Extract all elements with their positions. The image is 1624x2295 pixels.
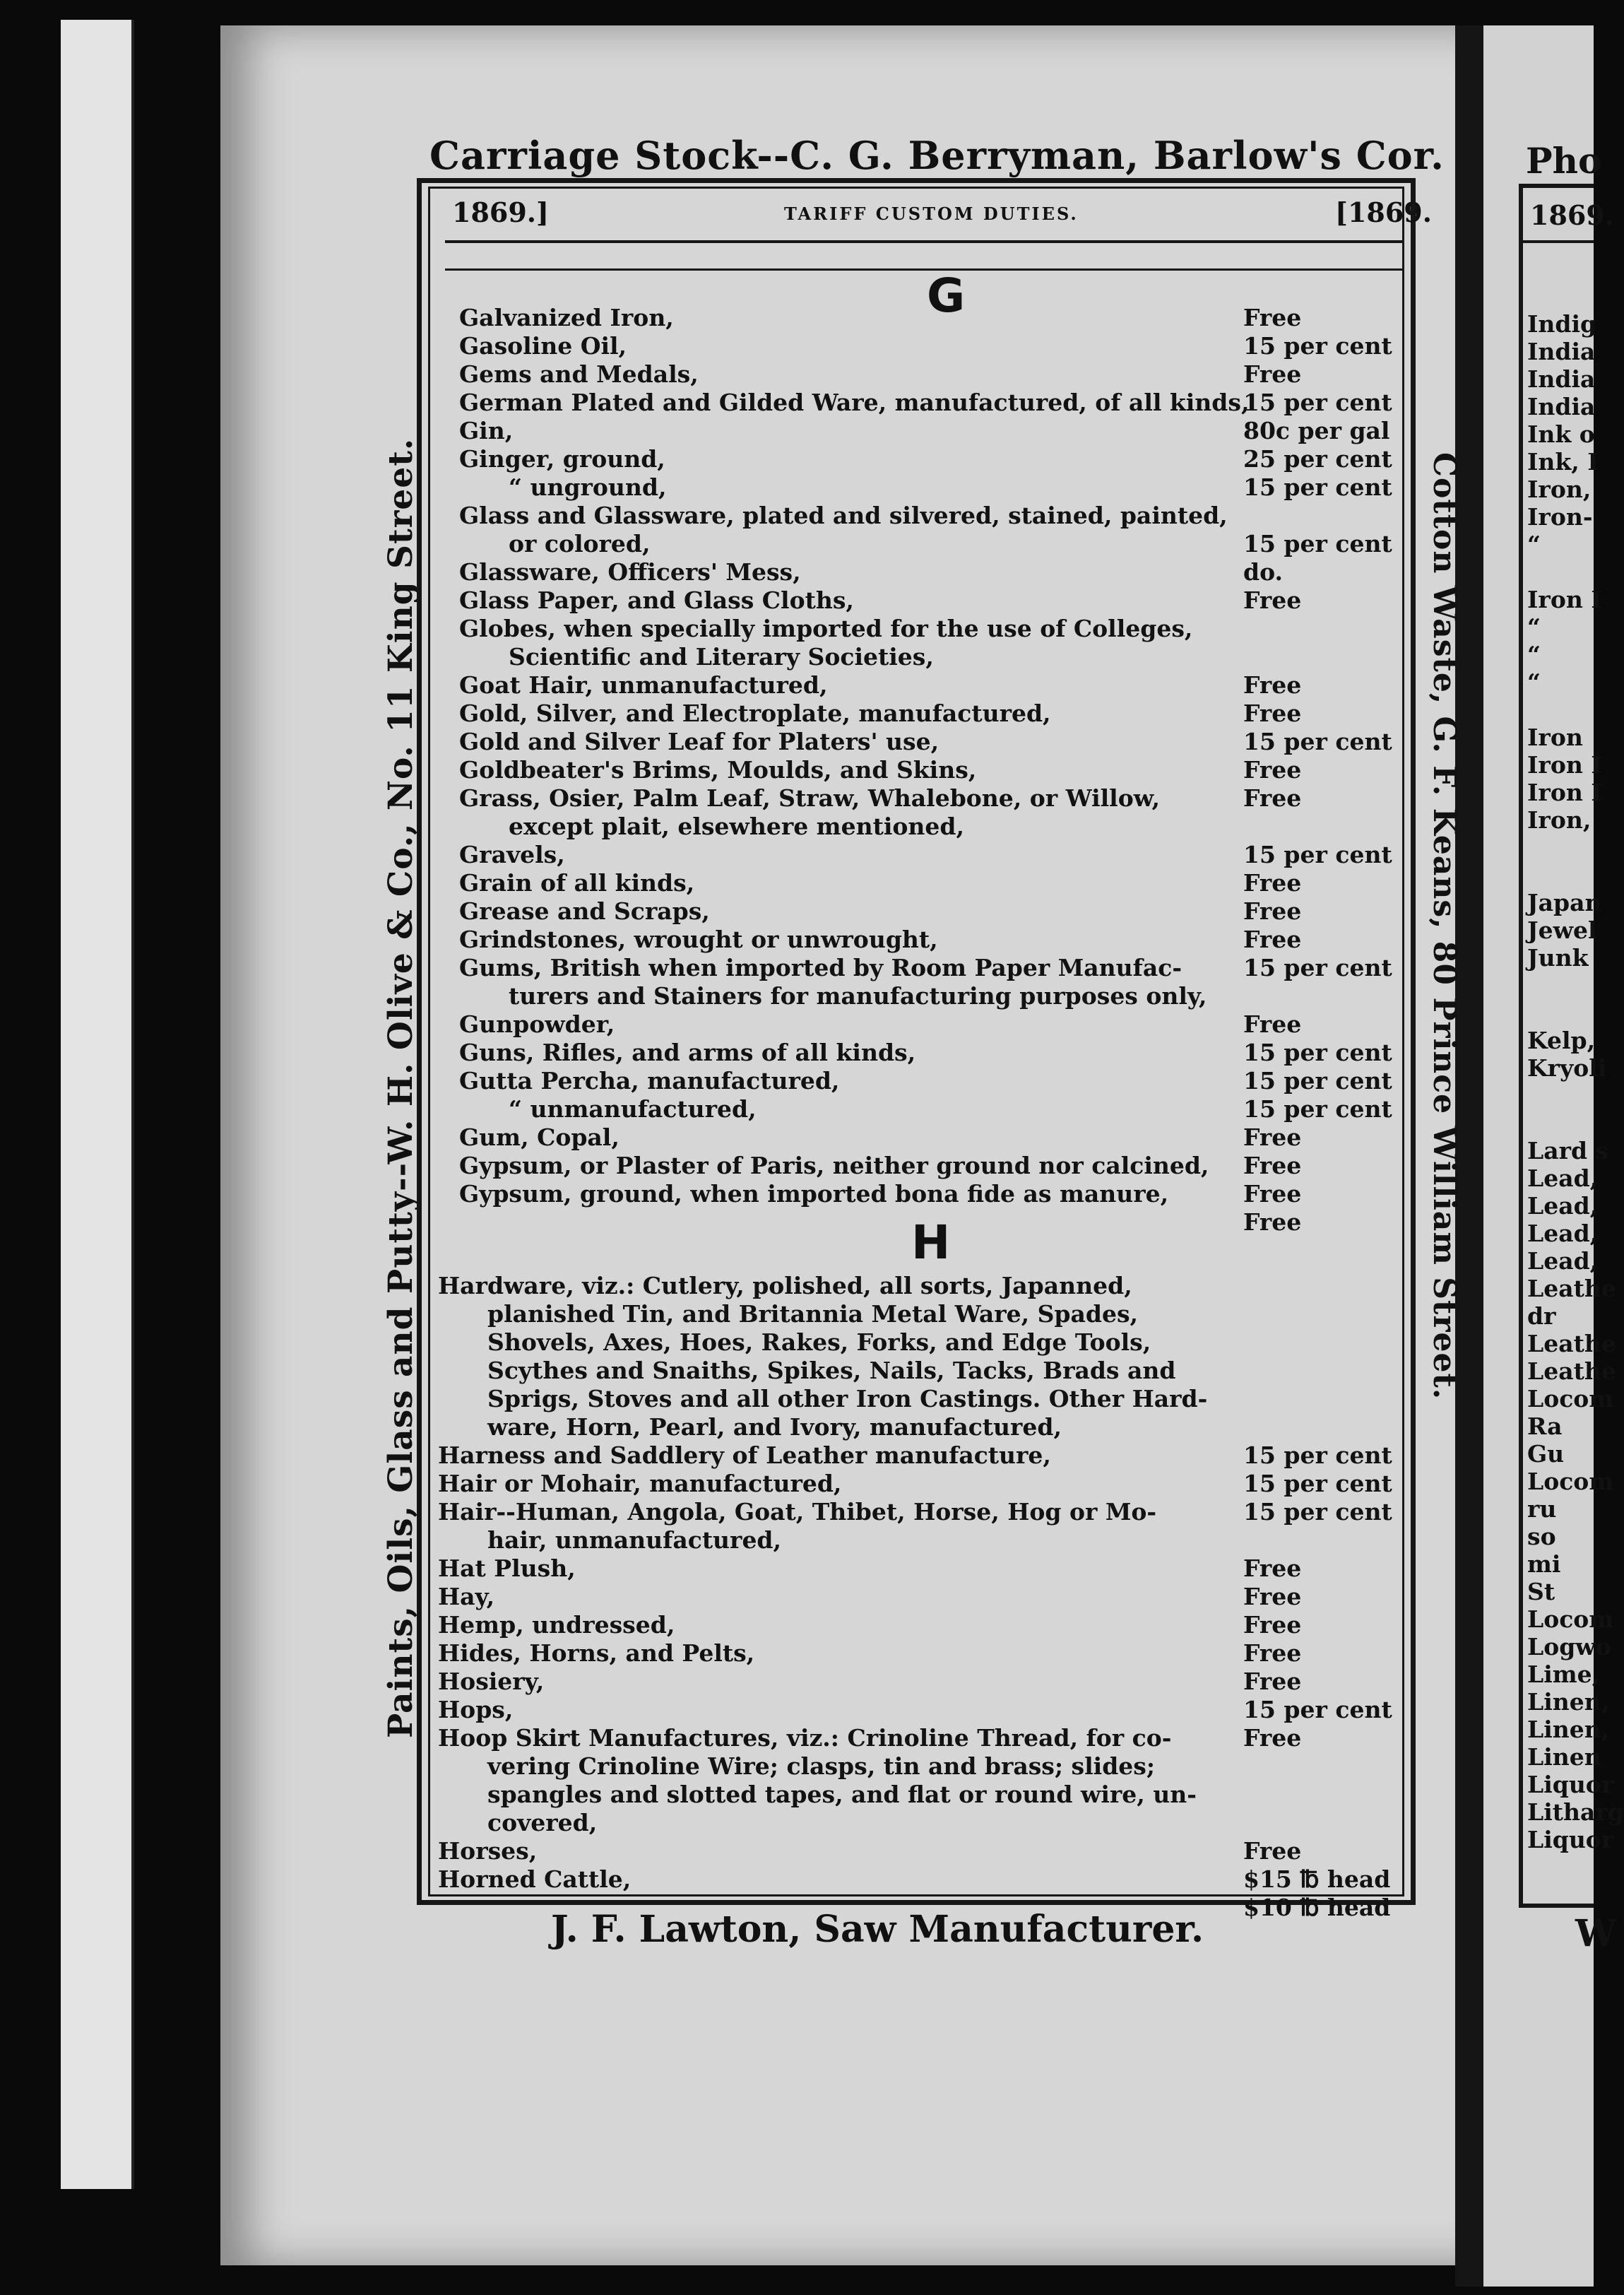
item-name: or colored, (509, 530, 651, 557)
tariff-row (0, 1495, 1594, 1526)
item-name: except plait, elsewhere mentioned, (509, 813, 964, 840)
item-name: Grass, Osier, Palm Leaf, Straw, Whalebone, or Willow, (459, 784, 1160, 812)
item-name: Hemp, undressed, (438, 1611, 675, 1639)
tariff-row (0, 1385, 1594, 1413)
item-duty: Free (1243, 1837, 1302, 1865)
facing-line: India (1527, 365, 1596, 393)
tariff-row (0, 1152, 1594, 1180)
item-name: covered, (487, 1809, 598, 1836)
facing-year: 1869. (1530, 199, 1614, 231)
tariff-row (0, 558, 1594, 586)
item-duty: 15 per cent (1243, 1470, 1392, 1497)
facing-line: Locom (1527, 1605, 1614, 1633)
tariff-row (0, 417, 1594, 445)
right-side-advertisement: Cotton Waste, G. F. Keans, 80 Prince William Street. (1426, 452, 1462, 1400)
tariff-row (0, 982, 1594, 1010)
tariff-row (0, 360, 1594, 389)
tariff-row (0, 586, 1594, 615)
facing-line: ru (1527, 1495, 1557, 1523)
section-letter-h: H (911, 1215, 951, 1270)
item-duty: Free (1243, 1123, 1302, 1151)
item-duty: 15 per cent (1243, 332, 1392, 360)
item-duty: Free (1243, 586, 1302, 614)
facing-line: Liquor (1527, 1771, 1614, 1798)
tariff-row (0, 756, 1594, 784)
item-name: Hides, Horns, and Pelts, (438, 1639, 755, 1667)
tariff-row (0, 1357, 1594, 1385)
item-name: Hat Plush, (438, 1554, 576, 1582)
facing-line: so (1527, 1523, 1556, 1550)
item-name: Hardware, viz.: Cutlery, polished, all sorts, Japanned, (438, 1272, 1132, 1299)
tariff-row (0, 332, 1594, 360)
tariff-row (0, 1123, 1594, 1152)
item-duty: Free (1243, 784, 1302, 812)
item-name: Glass and Glassware, plated and silvered, stained, painted, (459, 502, 1228, 529)
facing-footer: W (1575, 1912, 1617, 1955)
item-name: vering Crinoline Wire; clasps, tin and brass; slides; (487, 1752, 1156, 1780)
tariff-row (0, 1272, 1594, 1300)
year-left: 1869.] (452, 196, 549, 228)
tariff-row (0, 700, 1594, 728)
tariff-row (0, 1554, 1594, 1583)
item-duty: 15 per cent (1243, 1095, 1392, 1123)
tariff-row (0, 1865, 1594, 1894)
left-side-advertisement: Paints, Oils, Glass and Putty--W. H. Olive & Co., No. 11 King Street. (381, 437, 420, 1738)
tariff-row (0, 841, 1594, 869)
tariff-row (0, 1300, 1594, 1328)
item-duty: 15 per cent (1243, 1039, 1392, 1066)
item-duty: Free (1243, 756, 1302, 784)
tariff-row (0, 1724, 1594, 1752)
head-rule (445, 240, 1404, 243)
facing-line: Liquor (1527, 1826, 1614, 1853)
item-duty: 15 per cent (1243, 389, 1392, 416)
facing-line: mi (1527, 1550, 1561, 1578)
item-name: Gems and Medals, (459, 360, 699, 388)
tariff-row (0, 1668, 1594, 1696)
year-right: [1869. (1335, 196, 1432, 228)
tariff-row (0, 1039, 1594, 1067)
item-duty: Free (1243, 897, 1302, 925)
item-name: Glassware, Officers' Mess, (459, 558, 801, 586)
item-duty: Free (1243, 1724, 1302, 1752)
tariff-row (0, 1208, 1594, 1237)
item-name: Horses, (438, 1837, 538, 1865)
item-duty: Free (1243, 700, 1302, 727)
item-name: Globes, when specially imported for the use of Colleges, (459, 615, 1193, 642)
facing-line: Ink, I (1527, 448, 1599, 476)
tariff-row (0, 502, 1594, 530)
facing-header: Pho (1526, 140, 1602, 182)
item-name: Grindstones, wrought or unwrought, (459, 926, 938, 953)
facing-line: India (1527, 393, 1596, 420)
footer-advertisement: J. F. Lawton, Saw Manufacturer. (551, 1908, 1204, 1951)
item-duty: Free (1243, 671, 1302, 699)
item-duty: Free (1243, 1639, 1302, 1667)
item-name: Galvanized Iron, (459, 304, 674, 331)
item-name: Hair or Mohair, manufactured, (438, 1470, 842, 1497)
item-name: Scientific and Literary Societies, (509, 643, 934, 671)
tariff-row (0, 784, 1594, 813)
tariff-row (0, 813, 1594, 841)
item-name: Gypsum, or Plaster of Paris, neither ground nor calcined, (459, 1152, 1209, 1179)
facing-line: Iron I (1527, 751, 1602, 779)
facing-line: Indig (1527, 310, 1597, 338)
item-name: hair, unmanufactured, (487, 1526, 781, 1554)
facing-line: “ (1527, 531, 1541, 558)
item-duty: 25 per cent (1243, 445, 1392, 473)
item-duty: 15 per cent (1243, 1696, 1392, 1723)
facing-line: Lead, (1527, 1247, 1599, 1275)
item-duty: 15 per cent (1243, 473, 1392, 501)
item-name: Harness and Saddlery of Leather manufacture, (438, 1441, 1051, 1469)
item-duty: Free (1243, 1010, 1302, 1038)
tariff-row (0, 1696, 1594, 1724)
facing-line: Iron (1527, 724, 1583, 751)
item-duty: 15 per cent (1243, 728, 1392, 755)
tariff-row (0, 728, 1594, 756)
item-name: “ unground, (509, 473, 667, 501)
item-duty: Free (1243, 1208, 1302, 1236)
tariff-row (0, 473, 1594, 502)
tariff-row (0, 304, 1594, 332)
item-duty: 15 per cent (1243, 841, 1392, 868)
item-name: Ginger, ground, (459, 445, 665, 473)
item-name: Hops, (438, 1696, 514, 1723)
item-name: Gin, (459, 417, 514, 444)
item-name: Shovels, Axes, Hoes, Rakes, Forks, and Edge Tools, (487, 1328, 1151, 1356)
facing-line: St (1527, 1578, 1555, 1605)
tariff-row (0, 530, 1594, 558)
tariff-row (0, 926, 1594, 954)
tariff-row (0, 1180, 1594, 1208)
tariff-row (0, 1752, 1594, 1781)
tariff-row (0, 1095, 1594, 1123)
item-name: Sprigs, Stoves and all other Iron Castings. Other Hard- (487, 1385, 1208, 1412)
item-duty: Free (1243, 1583, 1302, 1610)
tariff-row (0, 1526, 1594, 1554)
item-name: Gold, Silver, and Electroplate, manufactured, (459, 700, 1051, 727)
facing-line: Ink o (1527, 420, 1595, 448)
facing-line: Iron- (1527, 503, 1593, 531)
item-duty: 15 per cent (1243, 530, 1392, 557)
facing-line: Locom (1527, 1468, 1614, 1495)
tariff-row (0, 897, 1594, 926)
tariff-row (0, 1413, 1594, 1441)
item-name: Goat Hair, unmanufactured, (459, 671, 828, 699)
facing-line: Ra (1527, 1412, 1563, 1440)
item-name: Grain of all kinds, (459, 869, 695, 897)
facing-line: Junk (1527, 944, 1589, 972)
item-duty: Free (1243, 1554, 1302, 1582)
item-name: Gums, British when imported by Room Paper Manufac- (459, 954, 1183, 981)
item-name: Glass Paper, and Glass Cloths, (459, 586, 854, 614)
item-duty: Free (1243, 360, 1302, 388)
facing-line: Linen (1527, 1743, 1601, 1771)
facing-line: Litharg (1527, 1798, 1624, 1826)
facing-line: Linen, (1527, 1688, 1610, 1716)
tariff-row (0, 1470, 1594, 1498)
item-name: planished Tin, and Britannia Metal Ware, Spades, (487, 1300, 1139, 1328)
tariff-row (0, 445, 1594, 473)
page-title: TARIFF CUSTOM DUTIES. (784, 203, 1079, 224)
tariff-row (0, 1837, 1594, 1865)
item-name: Grease and Scraps, (459, 897, 710, 925)
facing-line: “ (1527, 613, 1541, 641)
item-name: Gold and Silver Leaf for Platers' use, (459, 728, 940, 755)
item-name: Hoop Skirt Manufactures, viz.: Crinoline Thread, for co- (438, 1724, 1172, 1752)
facing-line: Leathe (1527, 1330, 1616, 1357)
item-duty: Free (1243, 869, 1302, 897)
facing-line: “ (1527, 668, 1541, 696)
tariff-row (0, 1809, 1594, 1837)
facing-line: Gu (1527, 1440, 1565, 1468)
tariff-row (0, 643, 1594, 671)
item-duty: Free (1243, 304, 1302, 331)
item-duty: Free (1243, 1611, 1302, 1639)
item-duty: 15 per cent (1243, 1067, 1392, 1095)
item-name: Gasoline Oil, (459, 332, 627, 360)
item-duty: 80c per gal (1243, 417, 1390, 444)
item-name: Gutta Percha, manufactured, (459, 1067, 840, 1095)
item-duty: Free (1243, 1180, 1302, 1208)
tariff-row (0, 1894, 1594, 1922)
facing-line: Iron I (1527, 779, 1602, 806)
facing-line: Linen, (1527, 1716, 1610, 1743)
facing-line: Locom (1527, 1385, 1614, 1412)
item-duty: Free (1243, 1668, 1302, 1695)
tariff-row (0, 1067, 1594, 1095)
item-name: Guns, Rifles, and arms of all kinds, (459, 1039, 916, 1066)
item-name: turers and Stainers for manufacturing purposes only, (509, 982, 1207, 1010)
item-name: Scythes and Snaiths, Spikes, Nails, Tacks, Brads and (487, 1357, 1176, 1384)
item-name: Goldbeater's Brims, Moulds, and Skins, (459, 756, 977, 784)
facing-line: India (1527, 338, 1596, 365)
facing-line: “ (1527, 641, 1541, 668)
item-name: German Plated and Gilded Ware, manufactured, of all kinds, (459, 389, 1250, 416)
facing-line: Jewel (1527, 916, 1597, 944)
facing-line: Kelp, (1527, 1027, 1596, 1054)
item-duty: do. (1243, 558, 1283, 586)
header-advertisement: Carriage Stock--C. G. Berryman, Barlow's Cor. (429, 133, 1445, 178)
facing-line: Iron, (1527, 806, 1592, 834)
tariff-row (0, 869, 1594, 897)
tariff-row (0, 1010, 1594, 1039)
tariff-row (0, 389, 1594, 417)
item-name: spangles and slotted tapes, and flat or round wire, un- (487, 1781, 1197, 1808)
facing-line: Lime, (1527, 1660, 1601, 1688)
item-name: Hay, (438, 1583, 495, 1610)
item-name: Gypsum, ground, when imported bona fide as manure, (459, 1180, 1169, 1208)
facing-line: Leathe (1527, 1357, 1616, 1385)
item-name: ware, Horn, Pearl, and Ivory, manufactured, (487, 1413, 1062, 1441)
facing-line: Lead, (1527, 1164, 1599, 1192)
item-duty: Free (1243, 1152, 1302, 1179)
item-name: Hosiery, (438, 1668, 545, 1695)
item-duty: 15 per cent (1243, 954, 1392, 981)
item-name: Gunpowder, (459, 1010, 615, 1038)
tariff-row (0, 1441, 1594, 1470)
tariff-row (0, 1639, 1594, 1668)
facing-line: Japan (1527, 889, 1602, 916)
item-name: Hair--Human, Angola, Goat, Thibet, Horse, Hog or Mo- (438, 1498, 1157, 1526)
tariff-row (0, 1781, 1594, 1809)
head-rule-2 (445, 269, 1404, 271)
tariff-row (0, 1328, 1594, 1357)
facing-line: Lead, (1527, 1192, 1599, 1220)
item-duty: 15 per cent (1243, 1498, 1392, 1526)
item-duty: $10 ℔ head (1243, 1894, 1391, 1921)
item-name: Gum, Copal, (459, 1123, 620, 1151)
tariff-row (0, 954, 1594, 982)
tariff-row (0, 1583, 1594, 1611)
facing-line: Lard s (1527, 1137, 1609, 1164)
section-letter-g: G (927, 269, 966, 323)
tariff-row (0, 668, 1594, 700)
item-duty: $15 ℔ head (1243, 1865, 1391, 1893)
facing-line: Iron, (1527, 476, 1592, 503)
item-duty: Free (1243, 926, 1302, 953)
tariff-row (0, 615, 1594, 643)
running-head (452, 196, 1432, 232)
item-name: Gravels, (459, 841, 565, 868)
facing-line: Kryoli (1527, 1054, 1607, 1082)
facing-line: Lead, (1527, 1220, 1599, 1247)
facing-line: Iron I (1527, 586, 1602, 613)
tariff-row (0, 1611, 1594, 1639)
facing-line: Logwo (1527, 1633, 1611, 1660)
facing-head-rule (1519, 240, 1594, 243)
item-duty: 15 per cent (1243, 1441, 1392, 1469)
item-name: Horned Cattle, (438, 1865, 632, 1893)
item-name: “ unmanufactured, (509, 1095, 757, 1123)
facing-line: dr (1527, 1302, 1556, 1330)
facing-line: Leathe (1527, 1275, 1616, 1302)
